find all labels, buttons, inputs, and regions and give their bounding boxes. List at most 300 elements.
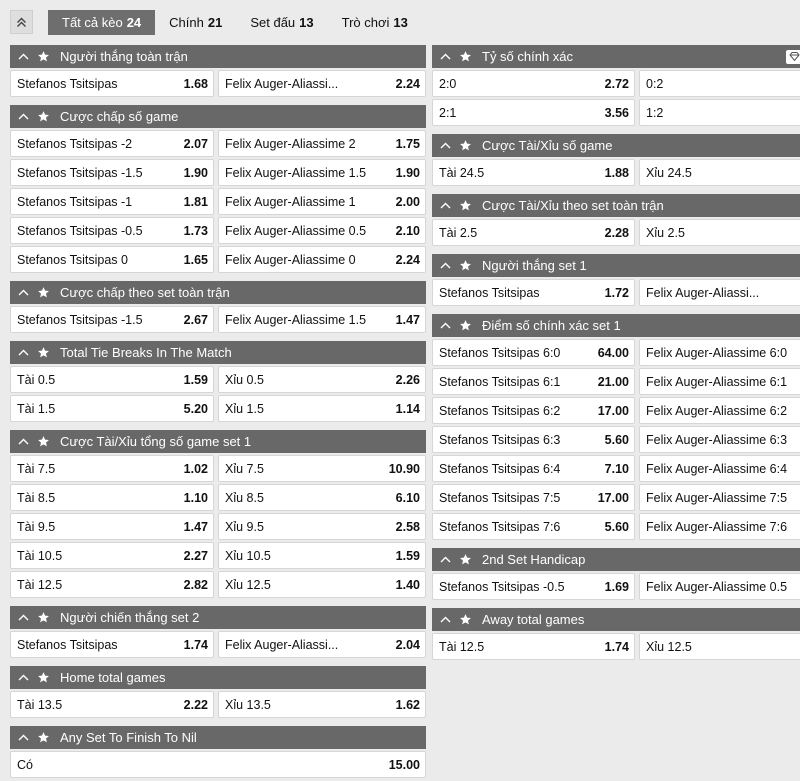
selection-label: Stefanos Tsitsipas — [17, 637, 118, 652]
odds-button[interactable] — [218, 691, 426, 718]
selection-label: Stefanos Tsitsipas -1.5 — [17, 312, 143, 327]
odds-value: 3.56 — [604, 105, 629, 120]
odds-button[interactable] — [639, 159, 800, 186]
odds-value: 2.24 — [395, 76, 420, 91]
odds-row — [432, 397, 800, 426]
odds-value: 64.00 — [597, 345, 629, 360]
chevron-up-icon[interactable] — [18, 614, 31, 621]
odds-button[interactable] — [218, 130, 426, 157]
selection-label: Xỉu 10.5 — [225, 548, 271, 563]
chevron-up-icon[interactable] — [440, 53, 453, 60]
odds-value: 1.47 — [395, 312, 420, 327]
odds-button[interactable] — [218, 306, 426, 333]
odds-row — [10, 366, 426, 395]
odds-button[interactable] — [218, 571, 426, 598]
selection-label: Felix Auger-Aliassime 2 — [225, 136, 356, 151]
odds-value: 1.74 — [183, 637, 208, 652]
odds-value: 2.22 — [183, 697, 208, 712]
odds-row — [432, 219, 800, 248]
chevron-up-icon[interactable] — [18, 734, 31, 741]
odds-value: 1.69 — [604, 579, 629, 594]
market-header[interactable] — [10, 726, 426, 749]
odds-button[interactable] — [639, 99, 800, 126]
chevron-up-icon[interactable] — [18, 349, 31, 356]
odds-row — [10, 246, 426, 275]
odds-button[interactable] — [10, 70, 214, 97]
collapse-all-button[interactable] — [10, 10, 33, 34]
odds-button[interactable] — [639, 513, 800, 540]
odds-button[interactable] — [10, 751, 426, 778]
star-icon[interactable] — [37, 346, 51, 359]
market-header[interactable] — [10, 281, 426, 304]
market-header[interactable] — [432, 314, 800, 337]
odds-value: 1.59 — [183, 372, 208, 387]
odds-button[interactable] — [218, 395, 426, 422]
market-body — [10, 629, 426, 660]
market-body — [10, 453, 426, 600]
odds-button[interactable] — [218, 513, 426, 540]
odds-value: 1.90 — [395, 165, 420, 180]
selection-label: Stefanos Tsitsipas — [439, 285, 540, 300]
tab-all-markets[interactable] — [48, 10, 155, 35]
selection-label: Felix Auger-Aliassi... — [225, 637, 339, 652]
double-chevron-up-icon — [16, 17, 27, 28]
market-total-tie-breaks-in-the-match — [10, 341, 426, 424]
odds-row — [432, 70, 800, 99]
odds-row — [10, 159, 426, 188]
odds-value: 1.62 — [395, 697, 420, 712]
odds-button[interactable] — [432, 633, 635, 660]
odds-button[interactable] — [10, 691, 214, 718]
odds-button[interactable] — [218, 366, 426, 393]
star-icon[interactable] — [37, 671, 51, 684]
odds-value: 5.20 — [183, 401, 208, 416]
odds-value: 7.10 — [604, 461, 629, 476]
market-title: Cược chấp số game — [60, 109, 179, 124]
market-title: Tỷ số chính xác — [482, 49, 574, 64]
selection-label: Stefanos Tsitsipas -1 — [17, 194, 133, 209]
odds-row — [432, 633, 800, 662]
selection-label: Xỉu 0.5 — [225, 372, 264, 387]
star-icon[interactable] — [459, 259, 473, 272]
odds-value: 2.10 — [395, 223, 420, 238]
odds-button[interactable] — [639, 633, 800, 660]
odds-button[interactable] — [639, 455, 800, 482]
odds-value: 1.75 — [395, 136, 420, 151]
selection-label: Tài 24.5 — [439, 165, 485, 180]
odds-row — [10, 513, 426, 542]
selection-label: Tài 12.5 — [439, 639, 485, 654]
selection-label: Stefanos Tsitsipas 6:2 — [439, 403, 561, 418]
selection-label: Stefanos Tsitsipas 0 — [17, 252, 128, 267]
selection-label: Felix Auger-Aliassime 6:3 — [646, 432, 788, 447]
odds-row — [10, 455, 426, 484]
chevron-up-icon[interactable] — [440, 322, 453, 329]
odds-button[interactable] — [10, 188, 214, 215]
odds-value: 2.24 — [395, 252, 420, 267]
odds-value: 17.00 — [597, 403, 629, 418]
market-header[interactable] — [432, 134, 800, 157]
star-icon[interactable] — [37, 731, 51, 744]
odds-value: 1.47 — [183, 519, 208, 534]
selection-label: Stefanos Tsitsipas 6:1 — [439, 374, 561, 389]
selection-label: Felix Auger-Aliassime 1.5 — [225, 312, 367, 327]
odds-value: 2.00 — [395, 194, 420, 209]
odds-button[interactable] — [10, 246, 214, 273]
odds-button[interactable] — [432, 99, 635, 126]
market-ty-so-chinh-xac — [432, 45, 800, 128]
selection-label: 2:1 — [439, 105, 457, 120]
market-body — [10, 128, 426, 275]
market-cuoc-tai-xiu-tong-so-game-set-1 — [10, 430, 426, 600]
odds-row — [10, 395, 426, 424]
left-market-column — [10, 45, 426, 781]
odds-row — [432, 426, 800, 455]
selection-label: Felix Auger-Aliassi... — [646, 285, 760, 300]
odds-value: 1.73 — [183, 223, 208, 238]
selection-label: Felix Auger-Aliassime 6:1 — [646, 374, 788, 389]
selection-label: Felix Auger-Aliassime 7:5 — [646, 490, 788, 505]
market-cuoc-tai-xiu-theo-set-toan-tran — [432, 194, 800, 248]
market-header[interactable] — [432, 194, 800, 217]
selection-label: Felix Auger-Aliassime 0.5 — [225, 223, 367, 238]
odds-button[interactable] — [639, 70, 800, 97]
odds-value: 10.90 — [388, 461, 420, 476]
selection-label: Felix Auger-Aliassime 6:4 — [646, 461, 788, 476]
odds-button[interactable] — [639, 484, 800, 511]
selection-label: 0:2 — [646, 76, 664, 91]
selection-label: Tài 8.5 — [17, 490, 56, 505]
odds-button[interactable] — [218, 70, 426, 97]
chevron-up-icon[interactable] — [18, 674, 31, 681]
market-diem-so-chinh-xac-set-1 — [432, 314, 800, 542]
tab-label: Trò chơi — [341, 15, 390, 30]
odds-button[interactable] — [10, 542, 214, 569]
star-icon[interactable] — [459, 319, 473, 332]
odds-button[interactable] — [432, 219, 635, 246]
odds-button[interactable] — [432, 513, 635, 540]
odds-value: 2.28 — [604, 225, 629, 240]
odds-button[interactable] — [432, 455, 635, 482]
odds-row — [432, 368, 800, 397]
odds-button[interactable] — [218, 159, 426, 186]
odds-button[interactable] — [10, 631, 214, 658]
odds-value: 1.40 — [395, 577, 420, 592]
market-body — [432, 217, 800, 248]
market-title: Any Set To Finish To Nil — [60, 730, 197, 745]
selection-label: Tài 7.5 — [17, 461, 56, 476]
odds-button[interactable] — [218, 188, 426, 215]
diamond-icon[interactable] — [786, 50, 800, 64]
star-icon[interactable] — [37, 50, 51, 63]
market-title: Cược chấp theo set toàn trận — [60, 285, 230, 300]
market-body — [432, 68, 800, 128]
odds-value: 2.67 — [183, 312, 208, 327]
odds-value: 1.72 — [604, 285, 629, 300]
market-body — [10, 749, 426, 780]
market-cuoc-tai-xiu-so-game — [432, 134, 800, 188]
market-tabs — [48, 10, 422, 35]
odds-button[interactable] — [432, 573, 635, 600]
odds-button[interactable] — [432, 339, 635, 366]
odds-value: 1.65 — [183, 252, 208, 267]
selection-label: Stefanos Tsitsipas -2 — [17, 136, 133, 151]
selection-label: Xỉu 13.5 — [225, 697, 271, 712]
tab-label: Set đấu — [250, 15, 296, 30]
star-icon[interactable] — [37, 110, 51, 123]
market-any-set-to-finish-to-nil — [10, 726, 426, 780]
selection-label: Felix Auger-Aliassime 1.5 — [225, 165, 367, 180]
selection-label: Xỉu 12.5 — [646, 639, 692, 654]
market-title: Cược Tài/Xỉu theo set toàn trận — [482, 198, 664, 213]
odds-value: 1.88 — [604, 165, 629, 180]
star-icon[interactable] — [459, 613, 473, 626]
odds-row — [432, 573, 800, 602]
odds-button[interactable] — [218, 455, 426, 482]
odds-button[interactable] — [10, 395, 214, 422]
chevron-up-icon[interactable] — [440, 142, 453, 149]
market-title: Total Tie Breaks In The Match — [60, 345, 232, 360]
selection-label: Felix Auger-Aliassime 6:2 — [646, 403, 788, 418]
odds-value: 1.81 — [183, 194, 208, 209]
odds-value: 2.26 — [395, 372, 420, 387]
tab-count: 13 — [393, 15, 408, 30]
market-nguoi-thang-toan-tran — [10, 45, 426, 99]
chevron-up-icon[interactable] — [18, 289, 31, 296]
chevron-up-icon[interactable] — [18, 113, 31, 120]
market-header[interactable] — [432, 548, 800, 571]
odds-button[interactable] — [432, 397, 635, 424]
market-away-total-games — [432, 608, 800, 662]
odds-row — [432, 339, 800, 368]
chevron-up-icon[interactable] — [440, 616, 453, 623]
market-title: Cược Tài/Xỉu tổng số game set 1 — [60, 434, 252, 449]
star-icon[interactable] — [459, 139, 473, 152]
market-header[interactable] — [432, 608, 800, 631]
odds-button[interactable] — [218, 542, 426, 569]
odds-row — [10, 484, 426, 513]
odds-button[interactable] — [10, 159, 214, 186]
chevron-up-icon[interactable] — [440, 202, 453, 209]
odds-row — [10, 751, 426, 780]
odds-row — [432, 455, 800, 484]
odds-value: 1.74 — [604, 639, 629, 654]
tab-label: Tất cả kèo — [62, 15, 123, 30]
odds-row — [10, 571, 426, 600]
odds-value: 2.04 — [395, 637, 420, 652]
odds-button[interactable] — [10, 366, 214, 393]
market-nguoi-thang-set-1 — [432, 254, 800, 308]
odds-row — [10, 130, 426, 159]
tab-label: Chính — [169, 15, 204, 30]
star-icon[interactable] — [37, 435, 51, 448]
selection-label: Xỉu 9.5 — [225, 519, 264, 534]
market-header[interactable] — [10, 606, 426, 629]
tab-sets[interactable] — [236, 10, 327, 35]
selection-label: Stefanos Tsitsipas 6:0 — [439, 345, 561, 360]
odds-value: 17.00 — [597, 490, 629, 505]
odds-button[interactable] — [10, 571, 214, 598]
odds-button[interactable] — [432, 426, 635, 453]
odds-value: 2.27 — [183, 548, 208, 563]
selection-label: Có — [17, 757, 33, 772]
market-header[interactable] — [10, 45, 426, 68]
selection-label: Stefanos Tsitsipas 7:5 — [439, 490, 561, 505]
odds-button[interactable] — [639, 397, 800, 424]
tab-count: 24 — [126, 15, 142, 30]
selection-label: Felix Auger-Aliassi... — [225, 76, 339, 91]
odds-button[interactable] — [432, 70, 635, 97]
odds-button[interactable] — [639, 219, 800, 246]
selection-label: Stefanos Tsitsipas — [17, 76, 118, 91]
selection-label: Tài 12.5 — [17, 577, 63, 592]
odds-button[interactable] — [10, 217, 214, 244]
odds-row — [10, 188, 426, 217]
selection-label: Tài 13.5 — [17, 697, 63, 712]
odds-row — [432, 159, 800, 188]
odds-value: 1.68 — [183, 76, 208, 91]
market-title: Người chiến thắng set 2 — [60, 610, 200, 625]
market-body — [10, 68, 426, 99]
star-icon[interactable] — [459, 199, 473, 212]
odds-value: 2.07 — [183, 136, 208, 151]
odds-button[interactable] — [10, 513, 214, 540]
odds-row — [432, 513, 800, 542]
market-header[interactable] — [432, 254, 800, 277]
market-cuoc-chap-so-game — [10, 105, 426, 275]
market-header[interactable] — [10, 666, 426, 689]
odds-value: 1.59 — [395, 548, 420, 563]
selection-label: 1:2 — [646, 105, 664, 120]
odds-button[interactable] — [432, 484, 635, 511]
odds-value: 5.60 — [604, 519, 629, 534]
odds-button[interactable] — [218, 484, 426, 511]
selection-label: Stefanos Tsitsipas 6:4 — [439, 461, 561, 476]
selection-label: 2:0 — [439, 76, 457, 91]
selection-label: Felix Auger-Aliassime 7:6 — [646, 519, 788, 534]
market-body — [10, 364, 426, 424]
odds-button[interactable] — [10, 306, 214, 333]
odds-row — [10, 691, 426, 720]
odds-row — [10, 631, 426, 660]
odds-value: 15.00 — [388, 757, 420, 772]
market-body — [10, 689, 426, 720]
odds-button[interactable] — [639, 279, 800, 306]
selection-label: Felix Auger-Aliassime 0 — [225, 252, 356, 267]
market-header[interactable] — [10, 341, 426, 364]
selection-label: Xỉu 24.5 — [646, 165, 692, 180]
market-nguoi-chien-thang-set-2 — [10, 606, 426, 660]
odds-value: 1.90 — [183, 165, 208, 180]
selection-label: Xỉu 7.5 — [225, 461, 264, 476]
market-2nd-set-handicap — [432, 548, 800, 602]
selection-label: Stefanos Tsitsipas 7:6 — [439, 519, 561, 534]
market-filter-bar — [0, 0, 800, 44]
tab-main[interactable] — [155, 10, 236, 35]
market-header[interactable] — [432, 45, 800, 68]
market-home-total-games — [10, 666, 426, 720]
market-title: Home total games — [60, 670, 166, 685]
odds-button[interactable] — [639, 426, 800, 453]
odds-value: 1.02 — [183, 461, 208, 476]
odds-button[interactable] — [639, 339, 800, 366]
odds-button[interactable] — [218, 246, 426, 273]
odds-row — [10, 306, 426, 335]
star-icon[interactable] — [37, 611, 51, 624]
market-body — [432, 337, 800, 542]
odds-button[interactable] — [432, 159, 635, 186]
tab-count: 21 — [207, 15, 223, 30]
odds-row — [10, 70, 426, 99]
selection-label: Stefanos Tsitsipas -0.5 — [17, 223, 143, 238]
tab-games[interactable] — [328, 10, 422, 35]
odds-value: 6.10 — [395, 490, 420, 505]
odds-button[interactable] — [10, 455, 214, 482]
odds-button[interactable] — [10, 484, 214, 511]
odds-button[interactable] — [10, 130, 214, 157]
odds-value: 1.10 — [183, 490, 208, 505]
market-body — [432, 157, 800, 188]
odds-value: 21.00 — [597, 374, 629, 389]
odds-value: 2.72 — [604, 76, 629, 91]
market-body — [432, 277, 800, 308]
selection-label: Felix Auger-Aliassime 1 — [225, 194, 356, 209]
market-cuoc-chap-theo-set-toan-tran — [10, 281, 426, 335]
selection-label: Xỉu 1.5 — [225, 401, 264, 416]
selection-label: Tài 9.5 — [17, 519, 56, 534]
selection-label: Xỉu 12.5 — [225, 577, 271, 592]
odds-row — [432, 484, 800, 513]
selection-label: Tài 10.5 — [17, 548, 63, 563]
star-icon[interactable] — [37, 286, 51, 299]
star-icon[interactable] — [459, 50, 473, 63]
chevron-up-icon[interactable] — [440, 556, 453, 563]
market-header[interactable] — [10, 430, 426, 453]
chevron-up-icon[interactable] — [18, 438, 31, 445]
odds-button[interactable] — [639, 368, 800, 395]
odds-row — [10, 217, 426, 246]
selection-label: Felix Auger-Aliassime 0.5 — [646, 579, 788, 594]
odds-button[interactable] — [218, 631, 426, 658]
odds-button[interactable] — [639, 573, 800, 600]
market-body — [432, 571, 800, 602]
odds-button[interactable] — [218, 217, 426, 244]
right-market-column — [432, 45, 800, 668]
market-title: Away total games — [482, 612, 585, 627]
odds-row — [10, 542, 426, 571]
odds-value: 2.82 — [183, 577, 208, 592]
market-title: Người thắng set 1 — [482, 258, 587, 273]
odds-value: 1.14 — [395, 401, 420, 416]
odds-button[interactable] — [432, 279, 635, 306]
selection-label: Stefanos Tsitsipas -0.5 — [439, 579, 565, 594]
odds-value: 5.60 — [604, 432, 629, 447]
selection-label: Stefanos Tsitsipas 6:3 — [439, 432, 561, 447]
odds-button[interactable] — [432, 368, 635, 395]
chevron-up-icon[interactable] — [440, 262, 453, 269]
selection-label: Tài 0.5 — [17, 372, 56, 387]
odds-value: 2.58 — [395, 519, 420, 534]
selection-label: Tài 1.5 — [17, 401, 56, 416]
star-icon[interactable] — [459, 553, 473, 566]
odds-row — [432, 279, 800, 308]
market-header[interactable] — [10, 105, 426, 128]
chevron-up-icon[interactable] — [18, 53, 31, 60]
tab-count: 13 — [299, 15, 314, 30]
market-title: Cược Tài/Xỉu số game — [482, 138, 613, 153]
market-title: Điểm số chính xác set 1 — [482, 318, 621, 333]
selection-label: Xỉu 2.5 — [646, 225, 685, 240]
